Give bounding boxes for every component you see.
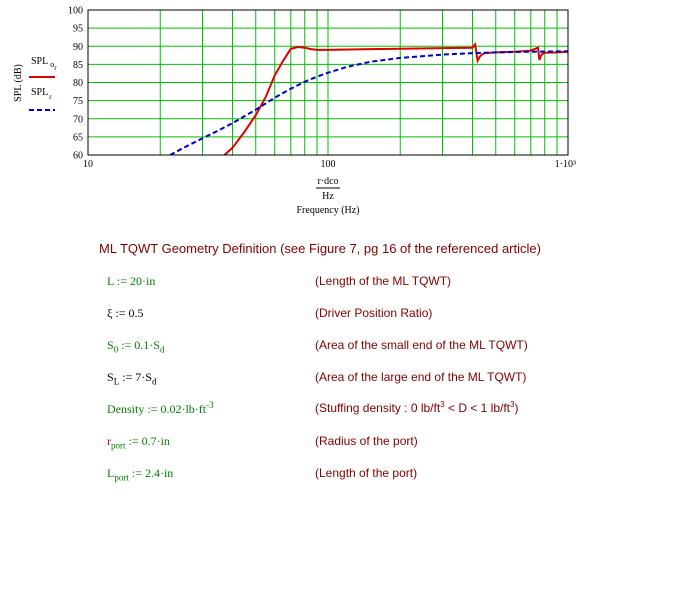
s0-description: (Area of the small end of the ML TQWT) (315, 338, 528, 352)
lport-equation[interactable]: $L_{port}$ := 2.4·in (107, 466, 174, 483)
x-tick-label: 1·10³ (554, 159, 576, 170)
length-equation[interactable]: L := 20·in (107, 274, 156, 288)
x-tick-labels (83, 159, 576, 170)
density-equation[interactable]: Density := $0.02\cdot lb\cdot ft^{-3}$ (107, 400, 214, 416)
definition-sl (0, 370, 700, 392)
legend-label-spl-r: $SPL_r$ (31, 87, 52, 101)
definition-s0 (0, 338, 700, 360)
definition-rport (0, 434, 700, 456)
x-tick-label: 100 (320, 159, 336, 170)
definition-density (0, 400, 700, 422)
y-tick-label: 90 (73, 41, 83, 53)
y-axis-label: SPL (dB) (13, 64, 24, 102)
s0-equation[interactable]: $S_0$ := $0.1\cdot S_d$ (107, 338, 165, 355)
legend (29, 56, 57, 110)
y-tick-labels (68, 6, 83, 162)
lport-description: (Length of the port) (315, 466, 418, 480)
y-tick-label: 80 (73, 78, 83, 89)
rport-description: (Radius of the port) (315, 434, 418, 448)
spl-frequency-chart (0, 0, 700, 230)
section-title: ML TQWT Geometry Definition (see Figure 7, pg 16 of the referenced article) (99, 241, 541, 256)
y-tick-label: 95 (73, 23, 83, 35)
sl-equation[interactable]: $S_L$ := $7\cdot S_d$ (107, 370, 157, 387)
grid (88, 10, 568, 155)
y-tick-label: 65 (73, 132, 83, 144)
y-tick-label: 60 (73, 150, 83, 162)
xi-equation[interactable]: ξ := 0.5 (107, 306, 144, 320)
xi-description: (Driver Position Ratio) (315, 306, 433, 320)
legend-label-spl-or: SPL $_{or}$ (31, 56, 57, 72)
length-description: (Length of the ML TQWT) (315, 274, 452, 288)
y-tick-label: 70 (73, 114, 83, 126)
y-tick-label: 75 (73, 96, 83, 108)
density-description: (Stuffing density : 0 $lb/ft^3 < D < 1$ $lb/ft^3$) (315, 400, 519, 415)
x-axis-caption: Frequency (Hz) (296, 205, 360, 216)
definition-length (0, 274, 700, 296)
x-axis-label-denominator: Hz (322, 191, 334, 202)
definition-xi (0, 306, 700, 328)
definition-lport (0, 466, 700, 488)
sl-description: (Area of the large end of the ML TQWT) (315, 370, 527, 384)
x-tick-label: 10 (83, 159, 93, 170)
x-axis-label-numerator: r·dco (317, 176, 339, 187)
y-tick-label: 100 (68, 5, 83, 17)
y-tick-label: 85 (73, 59, 83, 71)
rport-equation[interactable]: $r_{port}$ := 0.7·in (107, 434, 170, 451)
